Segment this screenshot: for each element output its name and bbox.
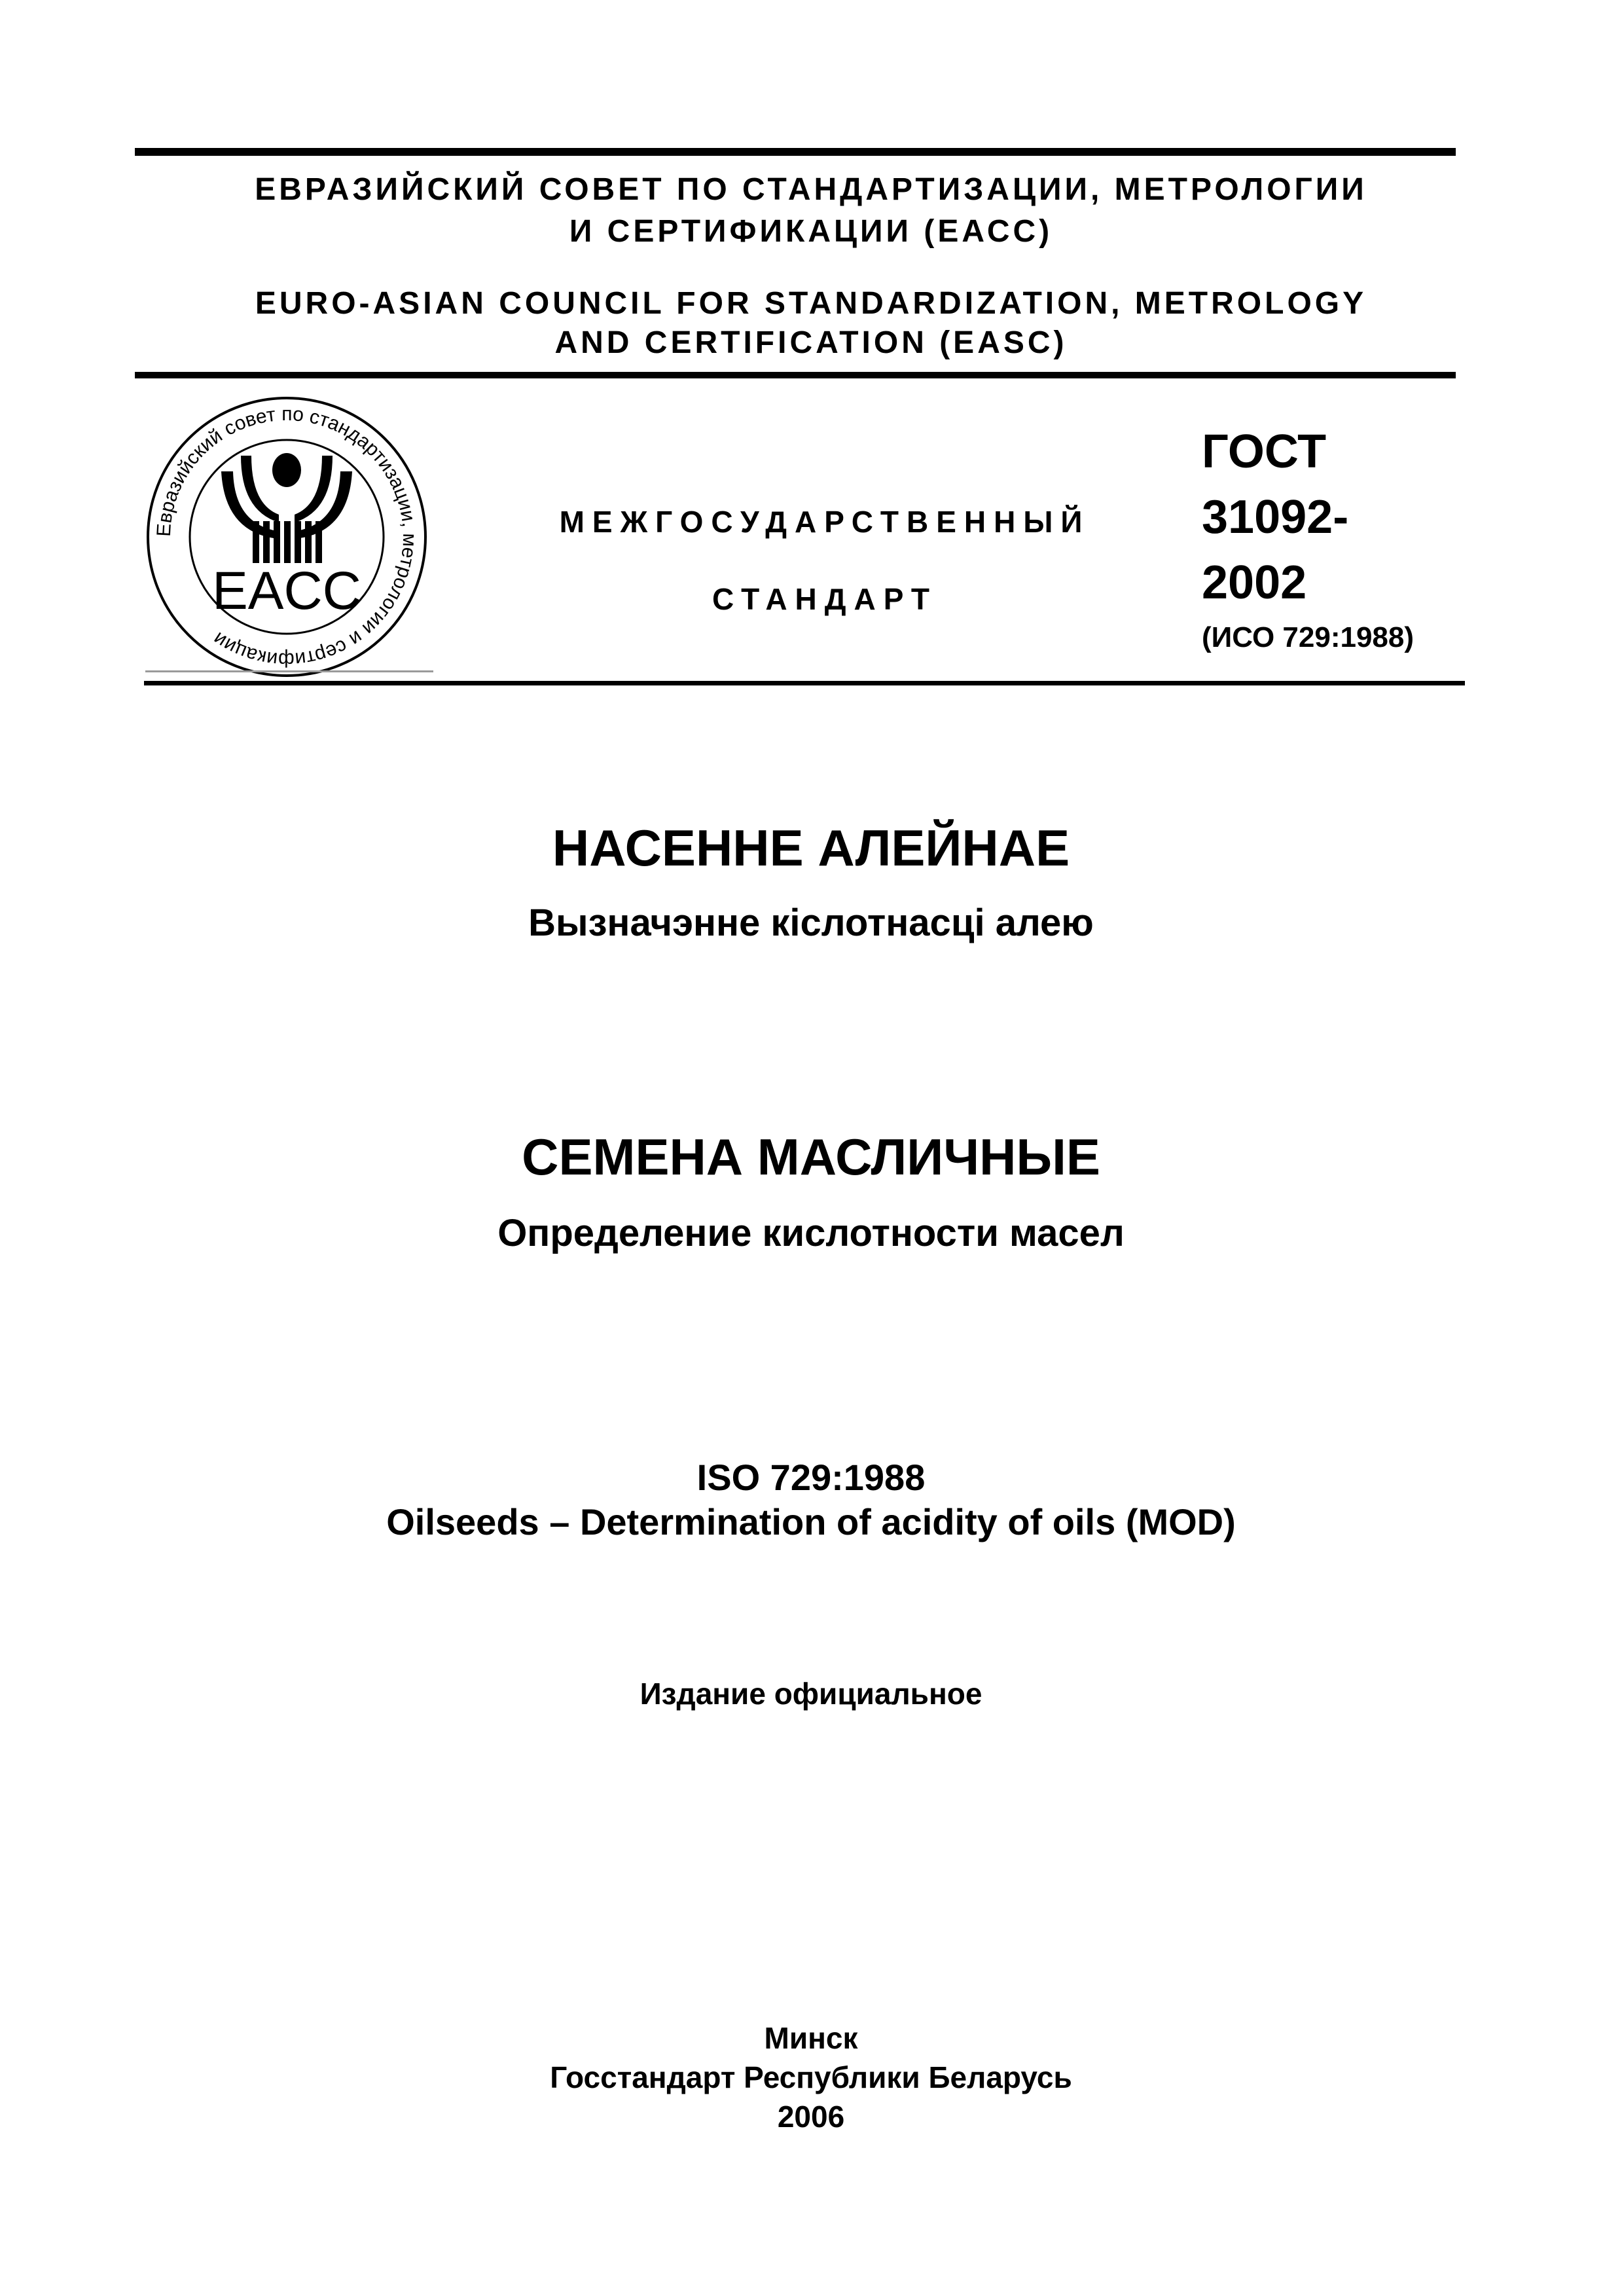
- imprint-publisher: Госстандарт Республики Беларусь: [550, 2060, 1072, 2094]
- council-name-en-line2: AND CERTIFICATION (EASC): [554, 325, 1068, 360]
- council-name-ru-line2: И СЕРТИФИКАЦИИ (ЕАСС): [569, 214, 1053, 249]
- logo-underline: [145, 670, 433, 672]
- gost-year: 2002: [1202, 556, 1307, 609]
- title-by-sub: Вызначэнне кіслотнасці алею: [528, 902, 1094, 944]
- title-ru-main: СЕМЕНА МАСЛИЧНЫЕ: [522, 1128, 1100, 1186]
- designation-divider: [144, 681, 1465, 685]
- logo-ring-text: Евразийский совет по стандартизации, метрологии и сертификации: [153, 403, 421, 671]
- standard-type-line2: СТАНДАРТ: [712, 582, 937, 616]
- easc-emblem-icon: [143, 393, 431, 681]
- gost-label: ГОСТ: [1202, 426, 1327, 478]
- gost-number: 31092-: [1202, 491, 1349, 543]
- edition-label: Издание официальное: [640, 1677, 982, 1711]
- standard-type-line1: МЕЖГОСУДАРСТВЕННЫЙ: [559, 505, 1090, 539]
- iso-title: Oilseeds – Determination of acidity of oils (MOD): [386, 1501, 1236, 1542]
- imprint-year: 2006: [777, 2100, 845, 2134]
- easc-logo: [143, 393, 431, 681]
- title-ru-sub: Определение кислотности масел: [497, 1212, 1125, 1254]
- council-name-ru-line1: ЕВРАЗИЙСКИЙ СОВЕТ ПО СТАНДАРТИЗАЦИИ, МЕТРОЛОГИИ: [255, 172, 1367, 207]
- top-rule: [135, 148, 1456, 156]
- iso-code: ISO 729:1988: [696, 1457, 926, 1498]
- council-name-en-line1: EURO-ASIAN COUNCIL FOR STANDARDIZATION, METROLOGY: [255, 286, 1367, 321]
- imprint-city: Минск: [764, 2021, 858, 2055]
- title-by-main: НАСЕННЕ АЛЕЙНАЕ: [552, 819, 1070, 877]
- gost-iso-reference: (ИСО 729:1988): [1202, 621, 1415, 653]
- gost-designation: [1202, 419, 1414, 657]
- header-divider: [135, 372, 1456, 378]
- logo-center-text: EACC: [212, 561, 361, 621]
